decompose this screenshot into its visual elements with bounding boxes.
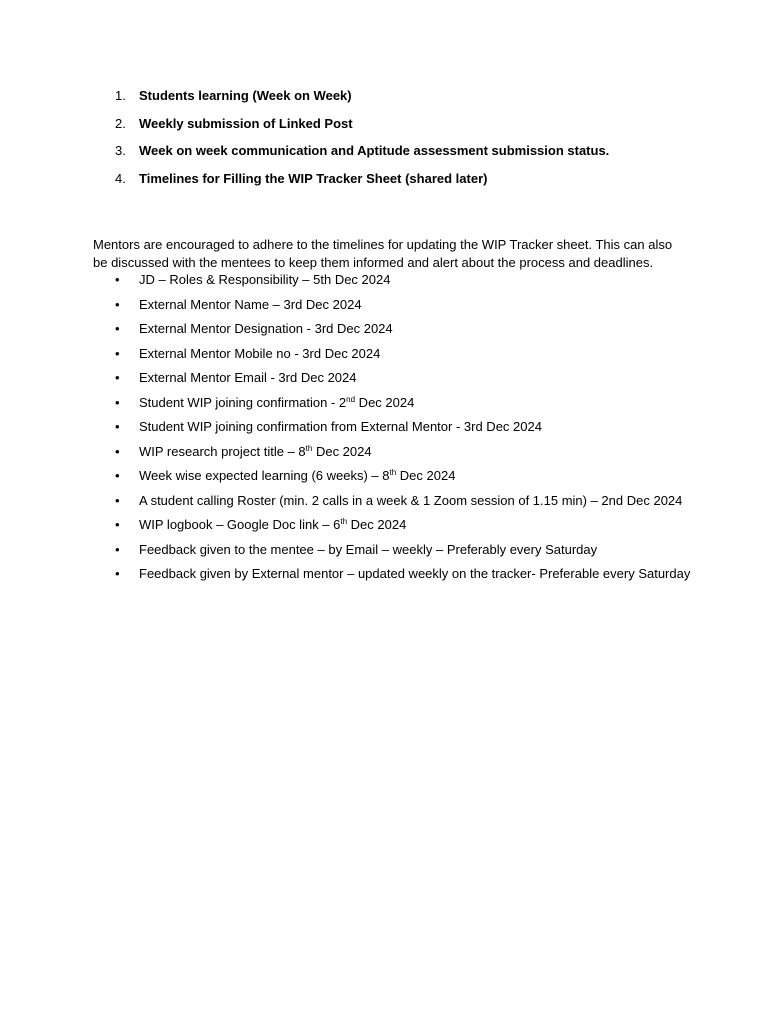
bullet-icon: • [115, 296, 120, 312]
list-number: 2. [115, 115, 126, 131]
list-item [93, 170, 693, 198]
ordinal-suffix: nd [346, 394, 356, 404]
bullet-icon: • [115, 370, 120, 385]
ordinal-suffix: th [305, 443, 313, 453]
list-item [93, 342, 693, 367]
list-item [93, 464, 693, 489]
bullet-list [93, 268, 693, 587]
ordinal-suffix: th [389, 468, 397, 477]
list-item-text: Students learning (Week on Week) [139, 88, 352, 103]
ordered-list [93, 87, 693, 197]
list-item [93, 366, 693, 391]
list-item [93, 513, 693, 538]
bullet-icon: • [115, 272, 120, 287]
list-item-text: A student calling Roster (min. 2 calls in a week & 1 Zoom session of 1.15 min) – 2nd Dec 2024 [139, 492, 683, 508]
list-number: 1. [115, 88, 126, 103]
list-item-text: Feedback given by External mentor – updated weekly on the tracker- Preferable every Saturday [139, 566, 691, 581]
bullet-icon: • [115, 321, 120, 336]
list-item-text: WIP logbook – Google Doc link – 6th Dec 2024 [139, 517, 407, 532]
bullet-icon: • [115, 541, 120, 557]
list-item-text: Week wise expected learning (6 weeks) – 8th Dec 2024 [139, 468, 456, 483]
bullet-icon: • [115, 566, 120, 581]
list-item-text: External Mentor Mobile no - 3rd Dec 2024 [139, 345, 381, 361]
bullet-icon: • [115, 492, 120, 508]
ordinal-suffix: th [340, 517, 348, 526]
list-item-text: Student WIP joining confirmation from External Mentor - 3rd Dec 2024 [139, 419, 542, 434]
bullet-icon: • [115, 345, 120, 361]
bullet-icon: • [115, 468, 120, 483]
list-item-text: External Mentor Name – 3rd Dec 2024 [139, 296, 362, 312]
bullet-icon: • [115, 517, 120, 532]
list-item-text: Student WIP joining confirmation - 2nd Dec 2024 [139, 394, 415, 410]
list-item-text: JD – Roles & Responsibility – 5th Dec 2024 [139, 272, 391, 287]
bullet-icon: • [115, 443, 120, 459]
list-item-text: Feedback given to the mentee – by Email – weekly – Preferably every Saturday [139, 541, 598, 557]
list-item-text: External Mentor Designation - 3rd Dec 2024 [139, 321, 393, 336]
list-item [93, 440, 693, 465]
list-item [93, 293, 693, 318]
list-item [93, 391, 693, 416]
list-item [93, 538, 693, 563]
list-item [93, 317, 693, 342]
list-item-text: External Mentor Email - 3rd Dec 2024 [139, 370, 357, 385]
list-item [93, 115, 693, 143]
list-item-text: Week on week communication and Aptitude assessment submission status. [139, 143, 610, 158]
bullet-icon: • [115, 419, 120, 434]
list-number: 4. [115, 170, 126, 186]
list-item-text: WIP research project title – 8th Dec 2024 [139, 443, 372, 459]
list-item [93, 87, 693, 115]
list-item [93, 489, 693, 514]
bullet-icon: • [115, 394, 120, 410]
list-item [93, 142, 693, 170]
intro-paragraph: Mentors are encouraged to adhere to the timelines for updating the WIP Tracker sheet. This can also be discussed with the mentees to keep them informed and alert about the process and deadlines. [93, 237, 673, 270]
list-item [93, 268, 693, 293]
list-item [93, 562, 693, 587]
list-number: 3. [115, 143, 126, 158]
list-item [93, 415, 693, 440]
list-item-text: Weekly submission of Linked Post [139, 115, 353, 131]
list-item-text: Timelines for Filling the WIP Tracker Sheet (shared later) [139, 170, 488, 186]
